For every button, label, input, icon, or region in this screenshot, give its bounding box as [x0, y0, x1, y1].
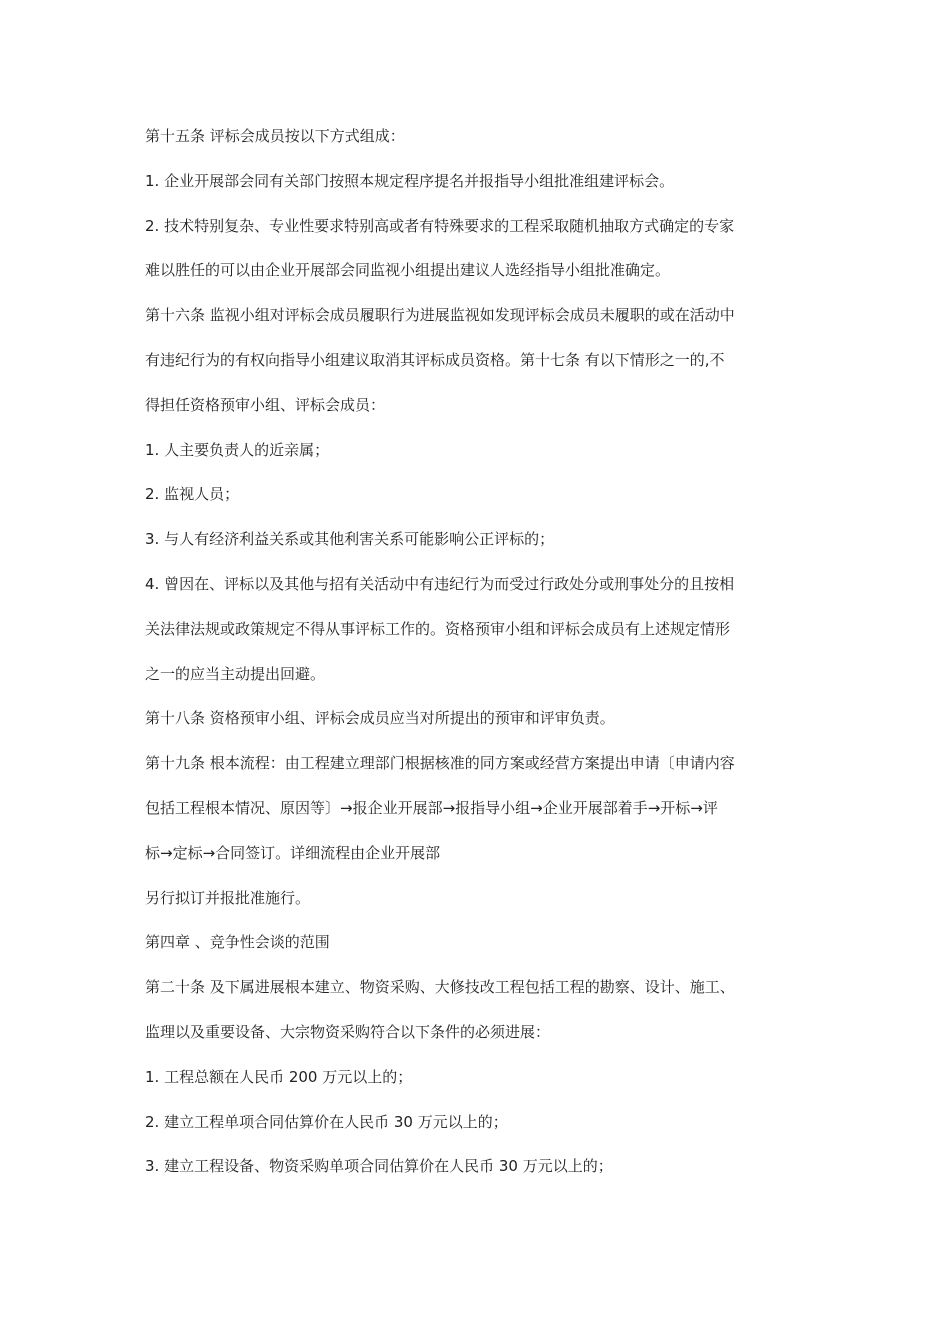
text-line: 得担任资格预审小组、评标会成员：: [145, 395, 386, 414]
text-line: 第十五条 评标会成员按以下方式组成：: [145, 127, 405, 145]
text-line: 有违纪行为的有权向指导小组建议取消其评标成员资格。第十七条 有以下情形之一的,不: [145, 350, 725, 369]
text-line: 4. 曾因在、评标以及其他与招有关活动中有违纪行为而受过行政处分或刑事处分的且按相: [145, 574, 735, 593]
text-line: 第四章 、竞争性会谈的范围: [145, 933, 330, 952]
text-line: 第十九条 根本流程：由工程建立理部门根据核准的同方案或经营方案提出申请〔申请内容: [145, 754, 735, 773]
text-line: 另行拟订并报批准施行。: [145, 888, 311, 907]
document-body: [145, 121, 810, 1196]
text-line: 1. 人主要负责人的近亲属；: [145, 440, 330, 459]
text-line: 第十六条 监视小组对评标会成员履职行为进展监视如发现评标会成员未履职的或在活动中: [145, 306, 735, 325]
text-line: 1. 企业开展部会同有关部门按照本规定程序提名并报指导小组批准组建评标会。: [145, 171, 675, 190]
text-line: 3. 建立工程设备、物资采购单项合同估算价在人民币 30 万元以上的；: [145, 1157, 613, 1176]
text-line: 标→定标→合同签订。详细流程由企业开展部: [145, 843, 441, 862]
text-line: 3. 与人有经济利益关系或其他利害关系可能影响公正评标的；: [145, 530, 555, 549]
text-line: 2. 建立工程单项合同估算价在人民币 30 万元以上的；: [145, 1112, 508, 1131]
text-line: 2. 监视人员；: [145, 485, 240, 504]
text-line: 之一的应当主动提出回避。: [145, 664, 326, 683]
text-line: 2. 技术特别复杂、专业性要求特别高或者有特殊要求的工程采取随机抽取方式确定的专家: [145, 216, 735, 235]
text-line: 难以胜任的可以由企业开展部会同监视小组提出建议人选经指导小组批准确定。: [145, 261, 671, 280]
text-line: 1. 工程总额在人民币 200 万元以上的；: [145, 1067, 413, 1086]
text-line: 包括工程根本情况、原因等〕→报企业开展部→报指导小组→企业开展部着手→开标→评: [145, 798, 718, 817]
text-line: 第二十条 及下属进展根本建立、物资采购、大修技改工程包括工程的勘察、设计、施工、: [145, 978, 735, 997]
text-line: 监理以及重要设备、大宗物资采购符合以下条件的必须进展：: [145, 1022, 551, 1041]
text-line: 第十八条 资格预审小组、评标会成员应当对所提出的预审和评审负责。: [145, 709, 615, 728]
text-line: 关法律法规或政策规定不得从事评标工作的。资格预审小组和评标会成员有上述规定情形: [145, 619, 731, 638]
